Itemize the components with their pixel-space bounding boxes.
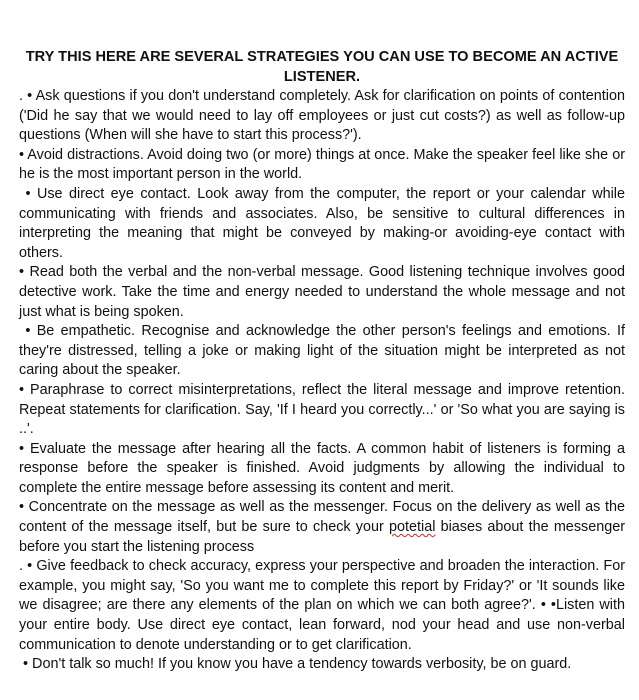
bullet-marker: •	[19, 440, 30, 457]
paragraph-paraphrase	[19, 381, 625, 440]
paragraph-text: Paraphrase to correct misinterpretations, reflect the literal message and improve retention. Repeat statements for clarification. Say, 'If I heard you correctly...' or 'So what you are saying is ..'.	[19, 381, 625, 438]
paragraph-feedback	[19, 557, 625, 655]
paragraph-evaluate	[19, 440, 625, 499]
bullet-marker: . •	[19, 558, 37, 575]
bullet-marker: •	[19, 264, 30, 281]
paragraph-text: Read both the verbal and the non-verbal message. Good listening technique involves good detective work. Take the time and energy needed to understand the whole message and not just what is being spoken.	[19, 264, 625, 320]
paragraph-text: Avoid distractions. Avoid doing two (or more) things at once. Make the speaker feel like she or he is the most important person in the world.	[19, 146, 625, 183]
paragraph-text: Don't talk so much! If you know you have a tendency towards verbosity, be on guard.	[32, 656, 572, 673]
paragraph-text-continued: biases about the messenger before you start the listening process	[19, 519, 626, 555]
bullet-marker: •	[19, 499, 29, 516]
bullet-marker: •	[19, 146, 28, 163]
paragraph-text: Concentrate on the message as well as the messenger. Focus on the delivery as well as the content of the message itself, but be sure to check your	[19, 499, 625, 536]
paragraph-verbal-nonverbal	[19, 263, 625, 322]
paragraph-eye-contact	[19, 185, 625, 263]
bullet-marker: •	[19, 656, 33, 673]
bullet-marker: •	[19, 185, 37, 202]
bullet-marker: •	[19, 323, 37, 340]
paragraph-text: Use direct eye contact. Look away from the computer, the report or your calendar while communicating with friends and associates. Also, be sensitive to cultural differences in interpreting the meaning that might be conveyed by making-or avoiding-eye contact with others.	[19, 185, 625, 261]
document	[19, 47, 625, 675]
paragraph-ask-questions	[19, 87, 625, 146]
paragraph-text: Evaluate the message after hearing all the facts. A common habit of listeners is forming a response before the speaker is finished. Avoid judgments by allowing the individual to complete the entire message before assessing its content and merit.	[19, 440, 625, 496]
paragraph-text: Give feedback to check accuracy, express your perspective and broaden the interaction. For example, you might say, 'So you want me to complete this report by Friday?' or 'It sounds like we disagree; are there any elements of the plan on which we can both agree?'. • •Listen with your entire body. Use direct eye contact, lean forward, nod your head and use non-verbal communication to denote understanding or to get clarification.	[19, 558, 625, 653]
bullet-marker: . •	[19, 88, 36, 104]
bullet-marker: •	[19, 381, 31, 398]
misspelled-word: potetial	[389, 519, 436, 536]
paragraph-text: Be empathetic. Recognise and acknowledge the other person's feelings and emotions. If they're distressed, telling a joke or making light of the situation might be interpreted as not caring about the speaker.	[19, 323, 625, 379]
paragraph-text: Ask questions if you don't understand completely. Ask for clarification on points of contention ('Did he say that we would need to lay off employees or just cut costs?) as well as follow-up questions (When will she have to start this process?').	[19, 88, 625, 144]
paragraph-dont-talk	[19, 655, 625, 675]
paragraph-concentrate	[19, 498, 625, 557]
document-title: TRY THIS HERE ARE SEVERAL STRATEGIES YOU CAN USE TO BECOME AN ACTIVE LISTENER.	[25, 49, 619, 85]
paragraph-avoid-distractions	[19, 146, 625, 185]
paragraph-empathetic	[19, 322, 625, 381]
